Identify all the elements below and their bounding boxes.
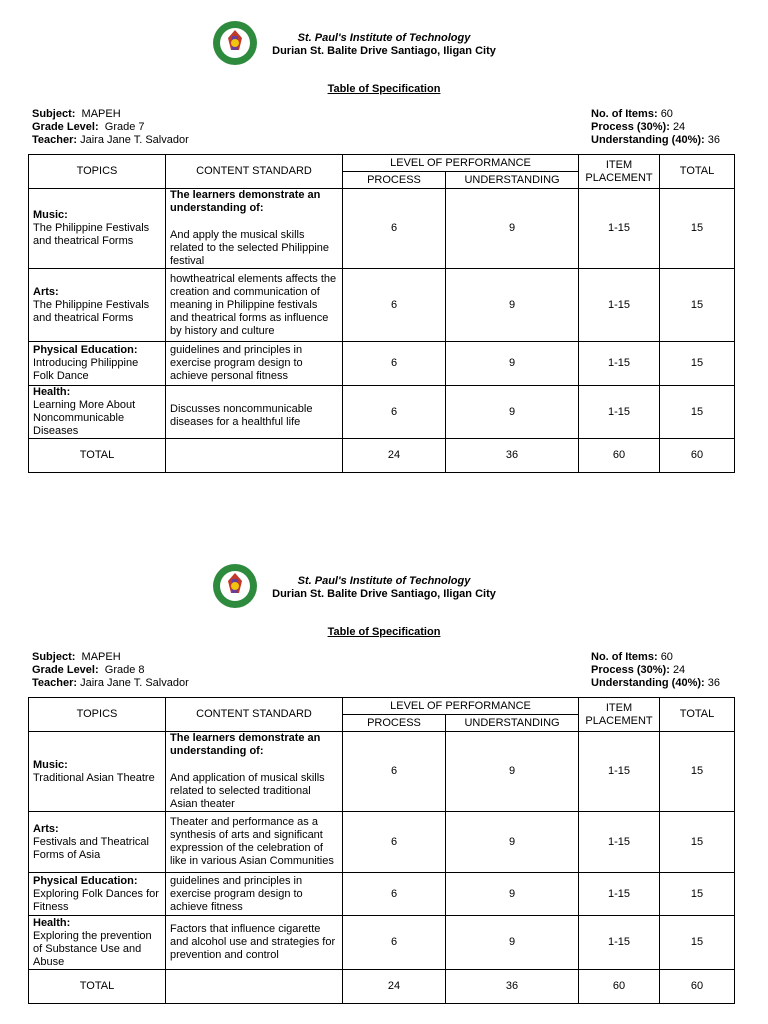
total-cell: 15 (660, 386, 735, 439)
content-text: And application of musical skills related to selected traditional Asian theater (170, 772, 325, 810)
total-cell: 15 (660, 342, 735, 386)
total-total: 60 (660, 970, 735, 1004)
topic-text: Introducing Philippine Folk Dance (33, 357, 139, 382)
subject-value: MAPEH (81, 108, 121, 120)
understanding-cell: 9 (446, 189, 579, 269)
understanding-label: Understanding (40%): (591, 134, 705, 146)
specification-table (28, 154, 735, 473)
process-label: Process (30%): (591, 664, 670, 676)
header-total: TOTAL (660, 698, 735, 732)
topic-title: Music: (33, 758, 68, 771)
teacher-label: Teacher: (32, 677, 78, 689)
document-title: Table of Specification (327, 83, 441, 95)
content-cell (166, 812, 343, 873)
process-cell: 6 (343, 342, 446, 386)
topic-cell (29, 189, 166, 269)
understanding-cell: 9 (446, 916, 579, 970)
content-cell (166, 386, 343, 439)
total-cell: 15 (660, 269, 735, 342)
total-placement: 60 (579, 970, 660, 1004)
process-cell: 6 (343, 873, 446, 916)
total-content-empty (166, 970, 343, 1004)
topic-text: The Philippine Festivals and theatrical Forms (33, 222, 150, 247)
header-topics: TOPICS (29, 155, 166, 189)
process-value: 24 (672, 664, 686, 676)
total-row (29, 439, 735, 473)
topic-text: The Philippine Festivals and theatrical Forms (33, 298, 150, 324)
content-text: And apply the musical skills related to the selected Philippine festival (170, 229, 329, 267)
placement-cell: 1-15 (579, 916, 660, 970)
header-understanding: UNDERSTANDING (446, 715, 579, 732)
content-cell (166, 189, 343, 269)
teacher-label: Teacher: (32, 134, 78, 146)
understanding-cell: 9 (446, 812, 579, 873)
process-cell: 6 (343, 269, 446, 342)
teacher-value: Jaira Jane T. Salvador (80, 677, 189, 689)
document-title: Table of Specification (327, 626, 441, 638)
header-item-placement-line1: ITEM (605, 701, 633, 714)
topic-cell (29, 386, 166, 439)
process-cell: 6 (343, 812, 446, 873)
understanding-value: 36 (707, 677, 720, 689)
content-cell (166, 732, 343, 812)
items-label: No. of Items: (591, 108, 658, 120)
header-level-of-performance: LEVEL OF PERFORMANCE (343, 155, 579, 172)
topic-text: Learning More About Noncommunicable Diseases (33, 399, 136, 437)
school-name: St. Paul's Institute of Technology (297, 32, 471, 44)
header-item-placement (579, 698, 660, 732)
grade-value: Grade 7 (104, 121, 145, 133)
header-process: PROCESS (343, 715, 446, 732)
total-row (29, 970, 735, 1004)
total-content-empty (166, 439, 343, 473)
process-cell: 6 (343, 189, 446, 269)
items-value: 60 (660, 108, 673, 120)
process-cell: 6 (343, 386, 446, 439)
subject-label: Subject: (32, 651, 76, 663)
school-header (0, 575, 768, 601)
content-text: guidelines and principles in exercise program design to achieve fitness (170, 874, 303, 913)
process-value: 24 (672, 121, 686, 133)
topic-title: Health: (33, 386, 71, 398)
topic-cell (29, 732, 166, 812)
process-label: Process (30%): (591, 121, 670, 133)
header-item-placement-line1: ITEM (605, 158, 633, 171)
understanding-cell: 9 (446, 269, 579, 342)
header-total: TOTAL (660, 155, 735, 189)
content-text: guidelines and principles in exercise program design to achieve personal fitness (170, 344, 303, 382)
header-item-placement-line2: PLACEMENT (585, 714, 653, 727)
meta-left (32, 651, 189, 690)
topic-title: Physical Education: (33, 874, 138, 887)
header-content-standard: CONTENT STANDARD (166, 155, 343, 189)
total-total: 60 (660, 439, 735, 473)
topic-title: Music: (33, 209, 68, 221)
teacher-value: Jaira Jane T. Salvador (80, 134, 189, 146)
content-cell (166, 342, 343, 386)
grade-label: Grade Level: (32, 664, 99, 676)
topic-title: Health: (33, 916, 71, 929)
subject-label: Subject: (32, 108, 76, 120)
total-label: TOTAL (29, 970, 166, 1004)
content-cell (166, 916, 343, 970)
topic-cell (29, 342, 166, 386)
subject-value: MAPEH (81, 651, 121, 663)
items-value: 60 (660, 651, 673, 663)
topic-title: Arts: (33, 822, 59, 835)
content-bold: The learners demonstrate an understanding of: (170, 189, 321, 214)
content-text: howtheatrical elements affects the creation and communication of meaning in Philippine festivals and theatrical forms as influence by history and culture (170, 272, 337, 337)
header-level-of-performance: LEVEL OF PERFORMANCE (343, 698, 579, 715)
header-item-placement-line2: PLACEMENT (585, 171, 653, 184)
placement-cell: 1-15 (579, 732, 660, 812)
topic-text: Traditional Asian Theatre (33, 771, 155, 784)
grade-label: Grade Level: (32, 121, 99, 133)
process-cell: 6 (343, 732, 446, 812)
content-text: Theater and performance as a synthesis of arts and significant expression of the celebration of like in various Asian Communities (170, 816, 334, 867)
total-process: 24 (343, 439, 446, 473)
table-row (29, 189, 735, 269)
school-name: St. Paul's Institute of Technology (297, 575, 471, 587)
topic-title: Physical Education: (33, 344, 138, 356)
understanding-label: Understanding (40%): (591, 677, 705, 689)
school-address: Durian St. Balite Drive Santiago, Iligan City (272, 45, 496, 57)
understanding-cell: 9 (446, 386, 579, 439)
meta-right (591, 108, 720, 147)
header-understanding: UNDERSTANDING (446, 172, 579, 189)
content-cell (166, 873, 343, 916)
topic-cell (29, 916, 166, 970)
topic-cell (29, 873, 166, 916)
table-row (29, 342, 735, 386)
total-cell: 15 (660, 873, 735, 916)
school-address: Durian St. Balite Drive Santiago, Iligan City (272, 588, 496, 600)
table-row (29, 386, 735, 439)
header-process: PROCESS (343, 172, 446, 189)
specification-table (28, 697, 735, 1004)
total-cell: 15 (660, 916, 735, 970)
header-row (29, 155, 735, 172)
content-text: Factors that influence cigarette and alcohol use and strategies for prevention and control (170, 923, 336, 961)
total-cell: 15 (660, 189, 735, 269)
topic-cell (29, 269, 166, 342)
content-bold: The learners demonstrate an understanding of: (170, 732, 321, 757)
placement-cell: 1-15 (579, 386, 660, 439)
placement-cell: 1-15 (579, 189, 660, 269)
table-row (29, 873, 735, 916)
items-label: No. of Items: (591, 651, 658, 663)
table-row (29, 269, 735, 342)
header-row (29, 698, 735, 715)
header-topics: TOPICS (29, 698, 166, 732)
topic-title: Arts: (33, 285, 59, 298)
topic-text: Exploring Folk Dances for Fitness (33, 887, 159, 913)
total-understanding: 36 (446, 439, 579, 473)
topic-text: Festivals and Theatrical Forms of Asia (33, 835, 149, 861)
total-understanding: 36 (446, 970, 579, 1004)
content-text: Discusses noncommunicable diseases for a healthful life (170, 403, 313, 428)
total-label: TOTAL (29, 439, 166, 473)
understanding-cell: 9 (446, 732, 579, 812)
placement-cell: 1-15 (579, 269, 660, 342)
school-header (0, 32, 768, 58)
table-row (29, 732, 735, 812)
grade-value: Grade 8 (104, 664, 145, 676)
understanding-value: 36 (707, 134, 720, 146)
meta-left (32, 108, 189, 147)
placement-cell: 1-15 (579, 873, 660, 916)
content-cell (166, 269, 343, 342)
total-placement: 60 (579, 439, 660, 473)
understanding-cell: 9 (446, 342, 579, 386)
header-content-standard: CONTENT STANDARD (166, 698, 343, 732)
placement-cell: 1-15 (579, 342, 660, 386)
process-cell: 6 (343, 916, 446, 970)
table-row (29, 812, 735, 873)
placement-cell: 1-15 (579, 812, 660, 873)
table-row (29, 916, 735, 970)
total-cell: 15 (660, 732, 735, 812)
total-cell: 15 (660, 812, 735, 873)
topic-text: Exploring the prevention of Substance Use and Abuse (33, 929, 152, 968)
header-item-placement (579, 155, 660, 189)
understanding-cell: 9 (446, 873, 579, 916)
topic-cell (29, 812, 166, 873)
total-process: 24 (343, 970, 446, 1004)
meta-right (591, 651, 720, 690)
